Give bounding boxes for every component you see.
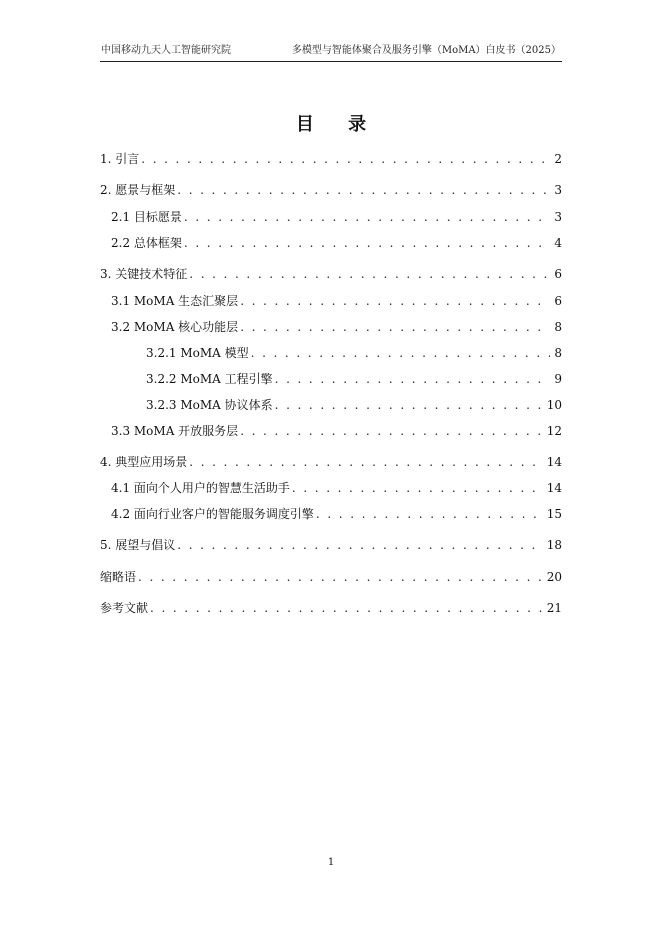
toc-dot-leader bbox=[240, 422, 543, 440]
toc-dot-leader bbox=[240, 318, 550, 336]
toc-entry-page: 12 bbox=[546, 424, 562, 438]
toc-entry-page: 15 bbox=[546, 507, 562, 521]
toc-entry-page: 14 bbox=[546, 455, 562, 469]
toc-entry-page: 14 bbox=[546, 481, 562, 495]
header-organization: 中国移动九天人工智能研究院 bbox=[101, 45, 231, 56]
toc-entry[interactable] bbox=[100, 505, 562, 523]
toc-entry-title: 3.2.3 MoMA 协议体系 bbox=[146, 398, 273, 412]
toc-entry-page: 4 bbox=[554, 236, 562, 250]
toc-entry-title: 2.1 目标愿景 bbox=[111, 210, 182, 224]
toc-dot-leader bbox=[141, 150, 550, 168]
toc-dot-leader bbox=[184, 208, 550, 226]
toc-entry[interactable] bbox=[100, 292, 562, 310]
toc-entry-page: 20 bbox=[546, 570, 562, 584]
toc-entry-title: 4. 典型应用场景 bbox=[100, 455, 188, 469]
toc-entry-title: 2. 愿景与框架 bbox=[100, 183, 176, 197]
toc-dot-leader bbox=[184, 234, 550, 252]
toc-entry[interactable] bbox=[100, 344, 562, 362]
toc-entry-page: 21 bbox=[546, 601, 562, 615]
toc-entry[interactable] bbox=[100, 396, 562, 414]
toc-entry-page: 8 bbox=[554, 320, 562, 334]
toc-dot-leader bbox=[240, 292, 550, 310]
toc-dot-leader bbox=[189, 265, 550, 283]
toc-entry-page: 8 bbox=[554, 346, 562, 360]
toc-entry-title: 1. 引言 bbox=[100, 152, 140, 166]
toc-dot-leader bbox=[316, 505, 543, 523]
toc-entry-page: 6 bbox=[554, 294, 562, 308]
toc-entry-title: 3.2.1 MoMA 模型 bbox=[146, 346, 249, 360]
page-number: 1 bbox=[327, 857, 335, 868]
toc-entry-title: 3.2.2 MoMA 工程引擎 bbox=[146, 372, 273, 386]
toc-entry-title: 参考文献 bbox=[100, 601, 149, 615]
toc-entry-page: 9 bbox=[554, 372, 562, 386]
toc-dot-leader bbox=[177, 181, 550, 199]
toc-dot-leader bbox=[138, 568, 543, 586]
toc-entry-title: 3.3 MoMA 开放服务层 bbox=[111, 424, 239, 438]
toc-entry-title: 缩略语 bbox=[100, 570, 137, 584]
toc-entry[interactable] bbox=[100, 536, 562, 554]
toc-entry-page: 6 bbox=[554, 267, 562, 281]
header-document-title: 多模型与智能体聚合及服务引擎（MoMA）白皮书（2025） bbox=[291, 45, 561, 56]
toc-entry[interactable] bbox=[100, 479, 562, 497]
toc-entry-title: 4.2 面向行业客户的智能服务调度引擎 bbox=[111, 507, 314, 521]
toc-dot-leader bbox=[251, 344, 551, 362]
toc-entry[interactable] bbox=[100, 265, 562, 283]
table-of-contents bbox=[100, 0, 562, 700]
toc-dot-leader bbox=[275, 396, 543, 414]
toc-entry-page: 18 bbox=[546, 538, 562, 552]
toc-entry[interactable] bbox=[100, 150, 562, 168]
toc-entry[interactable] bbox=[100, 181, 562, 199]
toc-entry[interactable] bbox=[100, 234, 562, 252]
toc-dot-leader bbox=[177, 536, 542, 554]
toc-entry-page: 10 bbox=[546, 398, 562, 412]
toc-entry[interactable] bbox=[100, 599, 562, 617]
toc-dot-leader bbox=[292, 479, 543, 497]
toc-entry-page: 3 bbox=[554, 183, 562, 197]
toc-dot-leader bbox=[150, 599, 543, 617]
toc-entry-title: 5. 展望与倡议 bbox=[100, 538, 176, 552]
toc-entry[interactable] bbox=[100, 422, 562, 440]
toc-entry-title: 4.1 面向个人用户的智慧生活助手 bbox=[111, 481, 290, 495]
toc-entry-page: 3 bbox=[554, 210, 562, 224]
toc-entry-title: 2.2 总体框架 bbox=[111, 236, 182, 250]
toc-entry-title: 3.2 MoMA 核心功能层 bbox=[111, 320, 239, 334]
toc-entry[interactable] bbox=[100, 453, 562, 471]
toc-entry[interactable] bbox=[100, 568, 562, 586]
toc-entry-title: 3. 关键技术特征 bbox=[100, 267, 188, 281]
toc-dot-leader bbox=[189, 453, 542, 471]
toc-dot-leader bbox=[275, 370, 551, 388]
toc-entry[interactable] bbox=[100, 370, 562, 388]
toc-entry-page: 2 bbox=[554, 152, 562, 166]
toc-title: 目 录 bbox=[295, 114, 381, 135]
toc-entry-title: 3.1 MoMA 生态汇聚层 bbox=[111, 294, 239, 308]
toc-entry[interactable] bbox=[100, 208, 562, 226]
toc-entry[interactable] bbox=[100, 318, 562, 336]
